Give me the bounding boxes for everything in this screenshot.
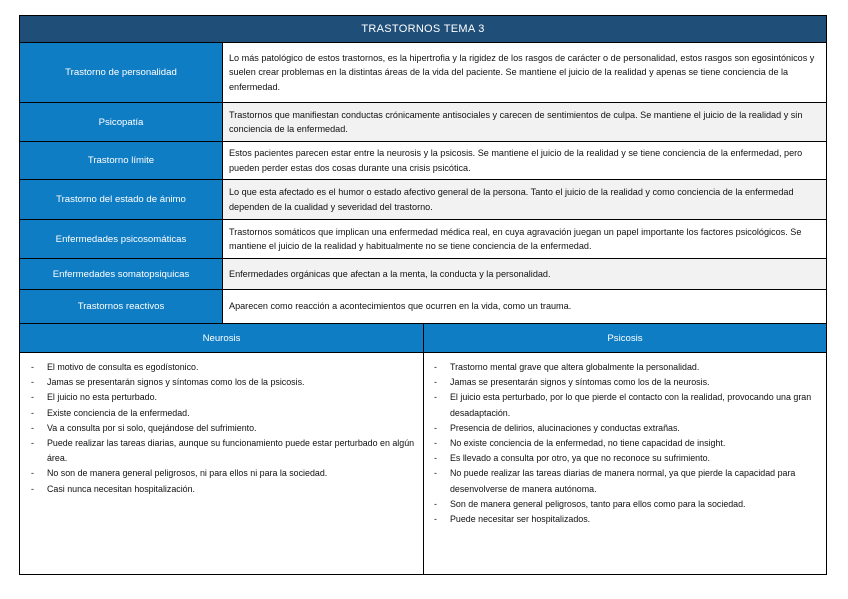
list-item: - El juicio esta perturbado, por lo que pierde el contacto con la realidad, provocando una gran desadaptación. <box>432 390 818 420</box>
psicosis-column <box>424 353 826 575</box>
list-item: - Jamas se presentarán signos y síntomas como los de la neurosis. <box>432 375 818 390</box>
comparison-header <box>20 324 826 353</box>
disorders-table <box>19 15 827 575</box>
row-label: Psicopatía <box>20 103 223 141</box>
list-item: - Va a consulta por si solo, quejándose del sufrimiento. <box>29 421 415 436</box>
list-item: - Puede necesitar ser hospitalizados. <box>432 512 818 527</box>
list-item: - Casi nunca necesitan hospitalización. <box>29 482 415 497</box>
list-item: - Presencia de delirios, alucinaciones y conductas extrañas. <box>432 421 818 436</box>
list-item: - No puede realizar las tareas diarias de manera normal, ya que pierde la capacidad para desenvolverse de manera autónoma. <box>432 466 818 496</box>
table-row <box>20 103 826 142</box>
list-item: - Trastorno mental grave que altera globalmente la personalidad. <box>432 360 818 375</box>
row-description: Enfermedades orgánicas que afectan a la menta, la conducta y la personalidad. <box>223 259 826 289</box>
table-row <box>20 43 826 103</box>
row-description: Lo que esta afectado es el humor o estado afectivo general de la persona. Tanto el juicio de la realidad y como conciencia de la enfermedad dependen de la cualidad y severidad del trastorno. <box>223 180 826 219</box>
table-row <box>20 180 826 220</box>
row-description: Trastornos somáticos que implican una enfermedad médica real, en cuya agravación juegan un papel importante los factores psicológicos. Se mantiene el juicio de la realidad y habitualmente no se tiene conciencia de la enfermedad. <box>229 226 802 251</box>
row-description: Estos pacientes parecen estar entre la neurosis y la psicosis. Se mantiene el juicio de la realidad y se tiene conciencia de la enfermedad, pero pueden perder estas dos cosas durante una crisis psicótica. <box>229 148 803 173</box>
list-item: - El juicio no esta perturbado. <box>29 390 415 405</box>
psicosis-list <box>432 360 818 527</box>
list-item: - El motivo de consulta es egodístonico. <box>29 360 415 375</box>
table-row <box>20 290 826 324</box>
table-row <box>20 259 826 290</box>
neurosis-list <box>29 360 415 497</box>
list-item: - No existe conciencia de la enfermedad, no tiene capacidad de insight. <box>432 436 818 451</box>
table-row <box>20 142 826 180</box>
list-item: - Es llevado a consulta por otro, ya que no reconoce su sufrimiento. <box>432 451 818 466</box>
list-item: - Jamas se presentarán signos y síntomas como los de la psicosis. <box>29 375 415 390</box>
list-item: - No son de manera general peligrosos, ni para ellos ni para la sociedad. <box>29 466 415 481</box>
row-description: Lo más patológico de estos trastornos, es la hipertrofia y la rigidez de los rasgos de carácter o de personalidad, estos rasgos son egosintónicos y suelen crear problemas en la distintas áreas de la vida del paciente. Se mantiene el juicio de la realidad y apenas se tiene conciencia de la enfermedad. <box>229 52 815 92</box>
row-label: Trastorno límite <box>20 142 223 179</box>
row-label: Enfermedades psicosomáticas <box>20 220 223 258</box>
neurosis-column <box>20 353 424 575</box>
list-item: - Existe conciencia de la enfermedad. <box>29 406 415 421</box>
row-label: Trastorno del estado de ánimo <box>20 180 223 219</box>
row-description: Trastornos que manifiestan conductas crónicamente antisociales y carecen de sentimientos de culpa. Se mantiene el juicio de la realidad y sin conciencia de la enfermedad. <box>223 103 826 141</box>
neurosis-header: Neurosis <box>20 324 424 352</box>
comparison-lists <box>20 353 826 575</box>
table-row <box>20 220 826 259</box>
row-description: Aparecen como reacción a acontecimientos que ocurren en la vida, como un trauma. <box>229 301 572 312</box>
table-title: TRASTORNOS TEMA 3 <box>20 16 826 43</box>
psicosis-header: Psicosis <box>424 324 826 352</box>
row-label: Trastornos reactivos <box>20 290 223 323</box>
row-label: Trastorno de personalidad <box>20 43 223 102</box>
row-label: Enfermedades somatopsiquicas <box>20 259 223 289</box>
list-item: - Son de manera general peligrosos, tanto para ellos como para la sociedad. <box>432 497 818 512</box>
list-item: - Puede realizar las tareas diarias, aunque su funcionamiento puede estar perturbado en algún área. <box>29 436 415 466</box>
